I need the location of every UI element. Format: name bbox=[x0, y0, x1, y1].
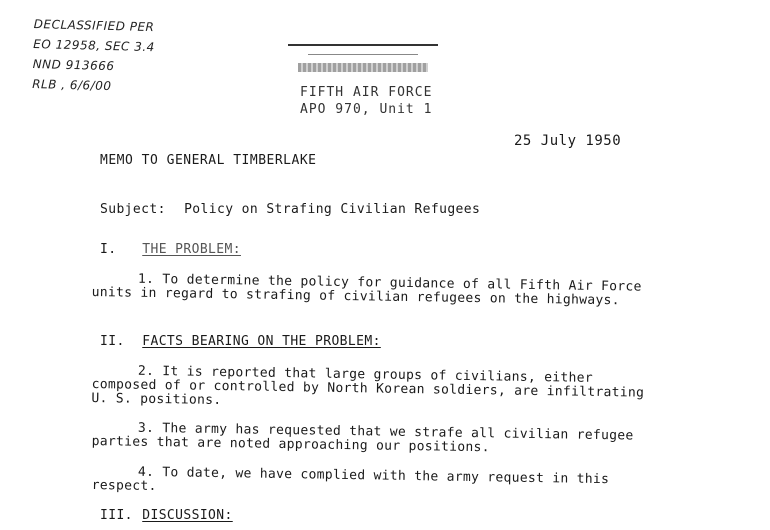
declassification-stamp bbox=[32, 14, 156, 97]
paragraph: 4. To date, we have complied with the army request in this respect. bbox=[91, 464, 610, 495]
paragraph: 3. The army has requested that we strafe all civilian refugee parties that are noted approaching our positions. bbox=[91, 420, 634, 456]
section-number: III. bbox=[100, 508, 133, 523]
org-address: APO 970, Unit 1 bbox=[300, 102, 433, 117]
section-heading bbox=[100, 334, 381, 349]
subject-label: Subject: bbox=[100, 202, 166, 217]
section-heading bbox=[100, 508, 233, 523]
declass-line: EO 12958, SEC 3.4 bbox=[33, 36, 155, 55]
declass-line: RLB , 6/6/00 bbox=[31, 76, 112, 94]
org-name: FIFTH AIR FORCE bbox=[300, 85, 433, 100]
letterhead bbox=[300, 84, 432, 118]
section-number: I. bbox=[100, 242, 117, 257]
section-number: II. bbox=[100, 334, 125, 349]
memo-date: 25 July 1950 bbox=[514, 133, 622, 149]
letterhead-rule bbox=[308, 54, 418, 55]
paragraph: 2. It is reported that large groups of civilians, either composed of or controlled by North Korean soldiers, are infiltrating U. S. positions. bbox=[91, 363, 645, 409]
subject-text: Policy on Strafing Civilian Refugees bbox=[184, 202, 481, 217]
memo-recipient: MEMO TO GENERAL TIMBERLAKE bbox=[100, 153, 317, 168]
section-title: FACTS BEARING ON THE PROBLEM: bbox=[142, 334, 381, 349]
section-title: THE PROBLEM: bbox=[142, 242, 241, 257]
letterhead-rules bbox=[288, 44, 438, 72]
letterhead-rule bbox=[288, 44, 438, 46]
section-heading bbox=[100, 242, 241, 257]
section-title: DISCUSSION: bbox=[142, 508, 233, 523]
declass-line: DECLASSIFIED PER bbox=[33, 16, 155, 35]
declass-line: NND 913666 bbox=[32, 56, 115, 74]
redacted-letterhead-line bbox=[298, 63, 428, 72]
memo-subject bbox=[100, 202, 480, 217]
paragraph: 1. To determine the policy for guidance of all Fifth Air Force units in regard to strafing of civilian refugees on the highways. bbox=[91, 271, 642, 309]
